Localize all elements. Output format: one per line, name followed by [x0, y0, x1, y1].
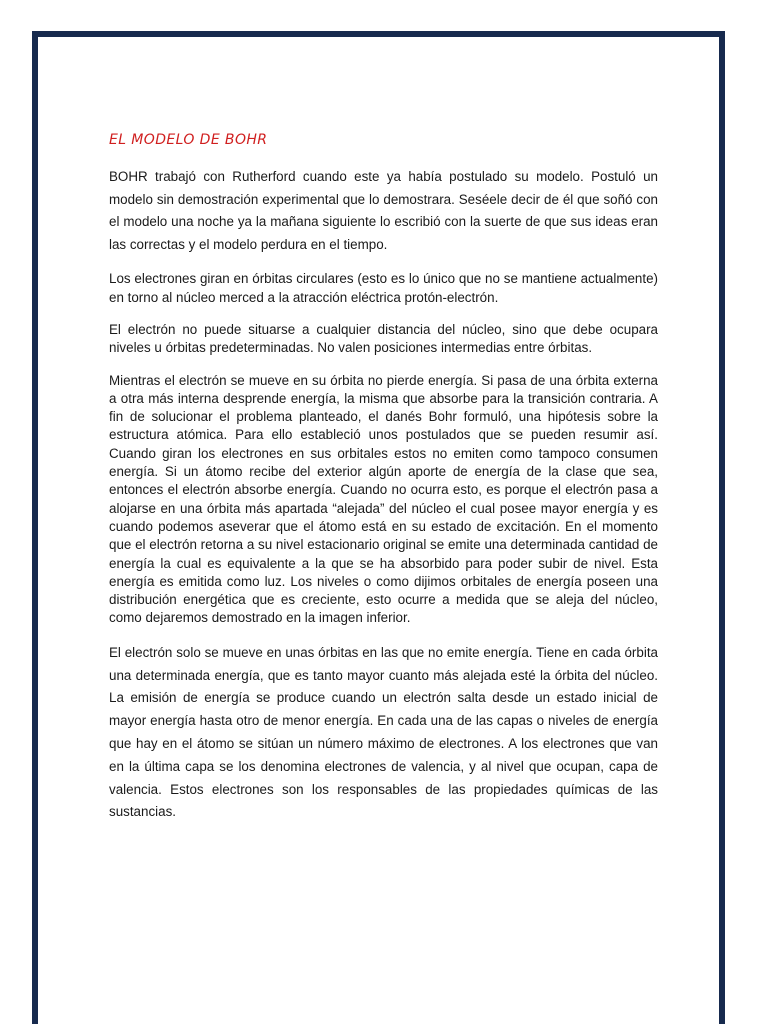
paragraph-valence-electrons: El electrón solo se mueve en unas órbitas en las que no emite energía. Tiene en cada órbita una determinada energía, que es tanto mayor cuanto más alejada esté la órbita del núcleo. La emisión de energía se produce cuando un electrón salta desde un estado inicial de mayor energía hasta otro de menor energía. En cada una de las capas o niveles de energía que hay en el átomo se sitúan un número máximo de electrones. A los electrones que van en la última capa se los denomina electrones de valencia, y al nivel que ocupan, capa de valencia. Estos electrones son los responsables de las propiedades químicas de las sustancias. [109, 644, 658, 820]
paragraph-fixed-levels: El electrón no puede situarse a cualquier distancia del núcleo, sino que debe ocupara niveles u órbitas predeterminadas. No valen posiciones intermedias entre órbitas. [109, 321, 658, 356]
document-body [109, 132, 658, 838]
paragraph-intro: BOHR trabajó con Rutherford cuando este ya había postulado su modelo. Postuló un modelo sin demostración experimental que lo demostrara. Seséele decir de él que soñó con el modelo una noche ya la mañana siguiente lo escribió con la suerte de que sus ideas eran las correctas y el modelo perdura en el tiempo. [109, 169, 658, 252]
document-title: EL MODELO DE BOHR [109, 132, 268, 148]
paragraph-bohr-postulates: Mientras el electrón se mueve en su órbita no pierde energía. Si pasa de una órbita externa a otra más interna desprende energía, la misma que absorbe para la transición contraria. A fin de solucionar el problema planteado, el danés Bohr formuló, una hipótesis sobre la estructura atómica. Para ello estableció unos postulados que se pueden resumir así. Cuando giran los electrones en sus orbitales estos no emiten como tampoco consumen energía. Si un átomo recibe del exterior algún aporte de energía de la clase que sea, entonces el electrón absorbe energía. Cuando no ocurra esto, es porque el electrón pasa a alojarse en una órbita más apartada “alejada” del núcleo el cual posee mayor energía y es cuando podemos aseverar que el átomo está en su estado de excitación. En el momento que el electrón retorna a su nivel estacionario original se emite una determinada cantidad de energía la cual es equivalente a la que se ha absorbido para poder subir de nivel. Esta energía es emitida como luz. Los niveles o como dijimos orbitales de energía poseen una distribución energética que es creciente, esto ocurre a medida que se aleja del núcleo, como dejaremos demostrado en la imagen inferior. [109, 372, 658, 626]
paragraph-circular-orbits: Los electrones giran en órbitas circulares (esto es lo único que no se mantiene actualmente) en torno al núcleo merced a la atracción eléctrica protón-electrón. [109, 271, 658, 305]
